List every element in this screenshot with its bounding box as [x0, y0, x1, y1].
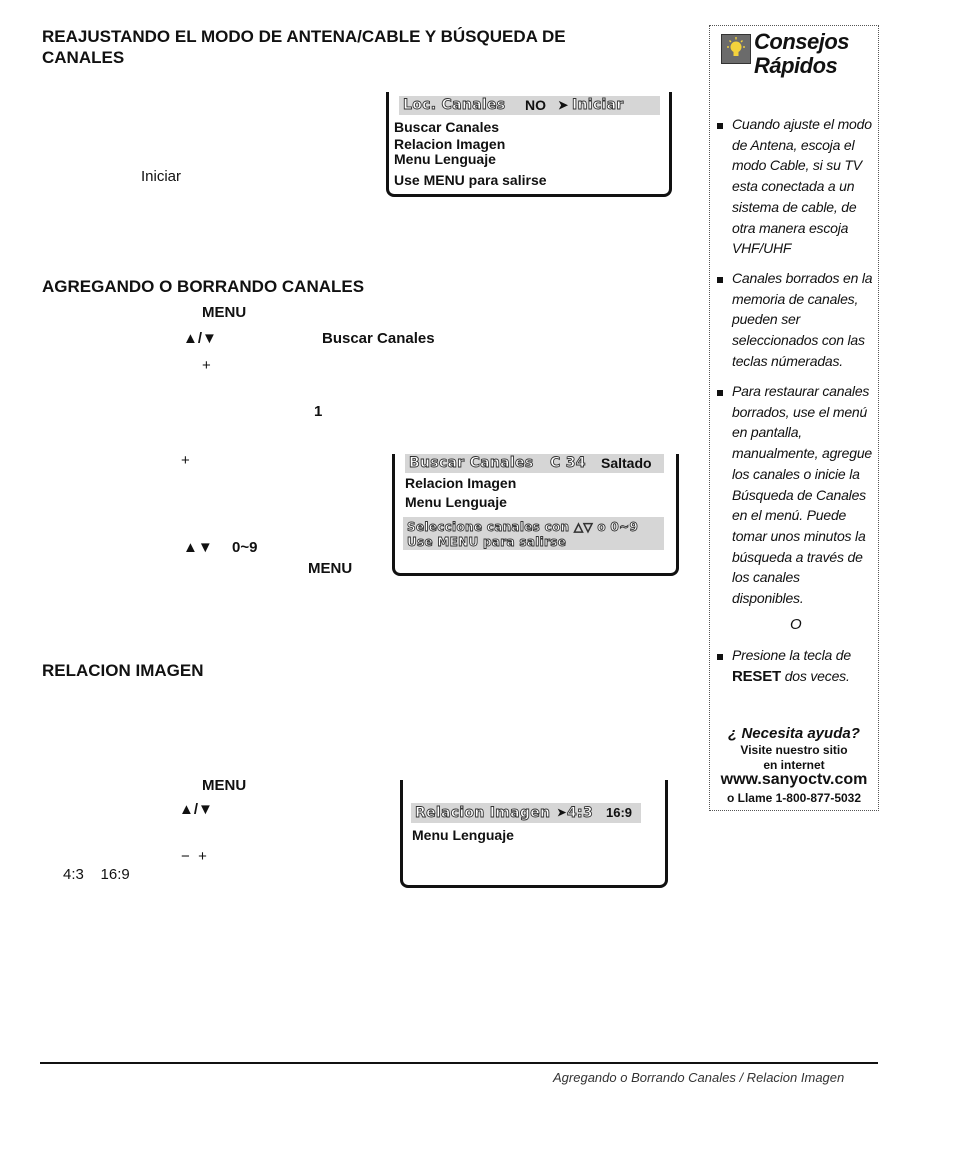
updown-arrows-icon-3: ▲/▼ [179, 801, 213, 818]
arrow-right-icon-2: ➤ [557, 807, 567, 819]
bullet-icon [717, 123, 723, 129]
help-internet: en internet [763, 758, 825, 772]
osd2-buscar-canales: Buscar Canales [409, 455, 534, 471]
minus-plus-icons: − + [181, 848, 207, 865]
key-buscar-canales: Buscar Canales [322, 330, 435, 347]
help-url-link[interactable]: www.sanyoctv.com [720, 771, 868, 788]
sidebar-title-line2: Rápidos [754, 53, 838, 78]
osd3-row-lenguaje: Menu Lenguaje [412, 827, 514, 843]
osd1-loc-canales: Loc. Canales [403, 97, 506, 113]
osd1-row-relacion: Relacion Imagen [394, 136, 506, 152]
osd2-footer-line2: Use MENU para salirse [407, 535, 567, 549]
osd1-highlight-row [399, 96, 660, 115]
tip-4 [732, 645, 874, 687]
ratio-values: 4:3 16:9 [63, 866, 130, 883]
osd1-value: NO [525, 97, 546, 113]
bullet-icon [717, 277, 723, 283]
plus-icon-2: + [181, 452, 190, 469]
help-question: ¿ Necesita ayuda? [728, 725, 860, 742]
osd2-footer-box [403, 517, 664, 550]
help-visit: Visite nuestro sitio [740, 743, 848, 757]
bullet-icon [717, 654, 723, 660]
plus-icon: + [202, 357, 211, 374]
osd3-relacion-imagen: Relacion Imagen [415, 805, 551, 821]
tip-4-post: dos veces. [784, 667, 850, 684]
footer-caption: Agregando o Borrando Canales / Relacion Imagen [553, 1070, 845, 1085]
section3-title: RELACION IMAGEN [42, 661, 204, 680]
tip-4-pre: Presione la tecla de [732, 647, 851, 663]
bullet-icon [717, 390, 723, 396]
tip-or: O [790, 616, 802, 633]
osd1-row-lenguaje: Menu Lenguaje [394, 151, 496, 167]
section1-title: REAJUSTANDO EL MODO DE ANTENA/CABLE Y BÚSQUEDA DE CANALES [42, 27, 566, 67]
osd3-highlight-row [411, 803, 641, 823]
key-menu: MENU [202, 304, 247, 321]
osd-menu-3 [400, 780, 668, 888]
osd3-opt-169: 16:9 [606, 805, 633, 820]
osd1-footer: Use MENU para salirse [394, 172, 547, 188]
osd2-row-lenguaje: Menu Lenguaje [405, 494, 507, 510]
updown-arrows-icon: ▲/▼ [183, 330, 217, 347]
footer-rule [40, 1062, 878, 1064]
step-text-iniciar: Iniciar [141, 168, 182, 185]
consejos-rapidos-sidebar [709, 25, 879, 811]
tip-3: Para restaurar canales borrados, use el menú en pantalla, manualmente, agregue los canales o inicie la Búsqueda de Canales en el menú. Puede tomar unos minutos la búsqueda a través de los canales disponibles. [732, 383, 872, 607]
section2-title: AGREGANDO O BORRANDO CANALES [42, 277, 365, 296]
key-one: 1 [314, 403, 323, 420]
osd2-highlight-row [405, 454, 664, 473]
osd2-footer-line1: Seleccione canales con △▽ o 0~9 [407, 520, 639, 534]
osd2-channel: C 34 [550, 455, 586, 471]
tip-2: Canales borrados en la memoria de canales, pueden ser seleccionados con las teclas númeradas. [732, 270, 873, 369]
key-menu-3: MENU [202, 777, 247, 794]
reset-key: RESET [732, 667, 782, 685]
key-range: 0~9 [232, 539, 258, 556]
osd2-status: Saltado [601, 455, 652, 471]
tip-1: Cuando ajuste el modo de Antena, escoja el modo Cable, si su TV esta conectada a un sistema de cable, de otra manera escoja VHF/UHF [732, 116, 872, 257]
osd-menu-1 [386, 92, 672, 197]
osd1-row-buscar: Buscar Canales [394, 119, 500, 135]
osd2-row-relacion: Relacion Imagen [405, 475, 517, 491]
osd-menu-2 [392, 454, 679, 576]
osd3-opt-43: 4:3 [567, 805, 593, 821]
osd1-iniciar: Iniciar [572, 97, 624, 113]
arrow-right-icon: ➤ [558, 98, 569, 112]
key-menu-2: MENU [308, 560, 353, 577]
help-phone: o Llame 1-800-877-5032 [726, 791, 862, 805]
lightbulb-icon [721, 34, 751, 64]
sidebar-title-line1: Consejos [754, 29, 850, 54]
updown-arrows-icon-2: ▲▼ [183, 539, 213, 556]
